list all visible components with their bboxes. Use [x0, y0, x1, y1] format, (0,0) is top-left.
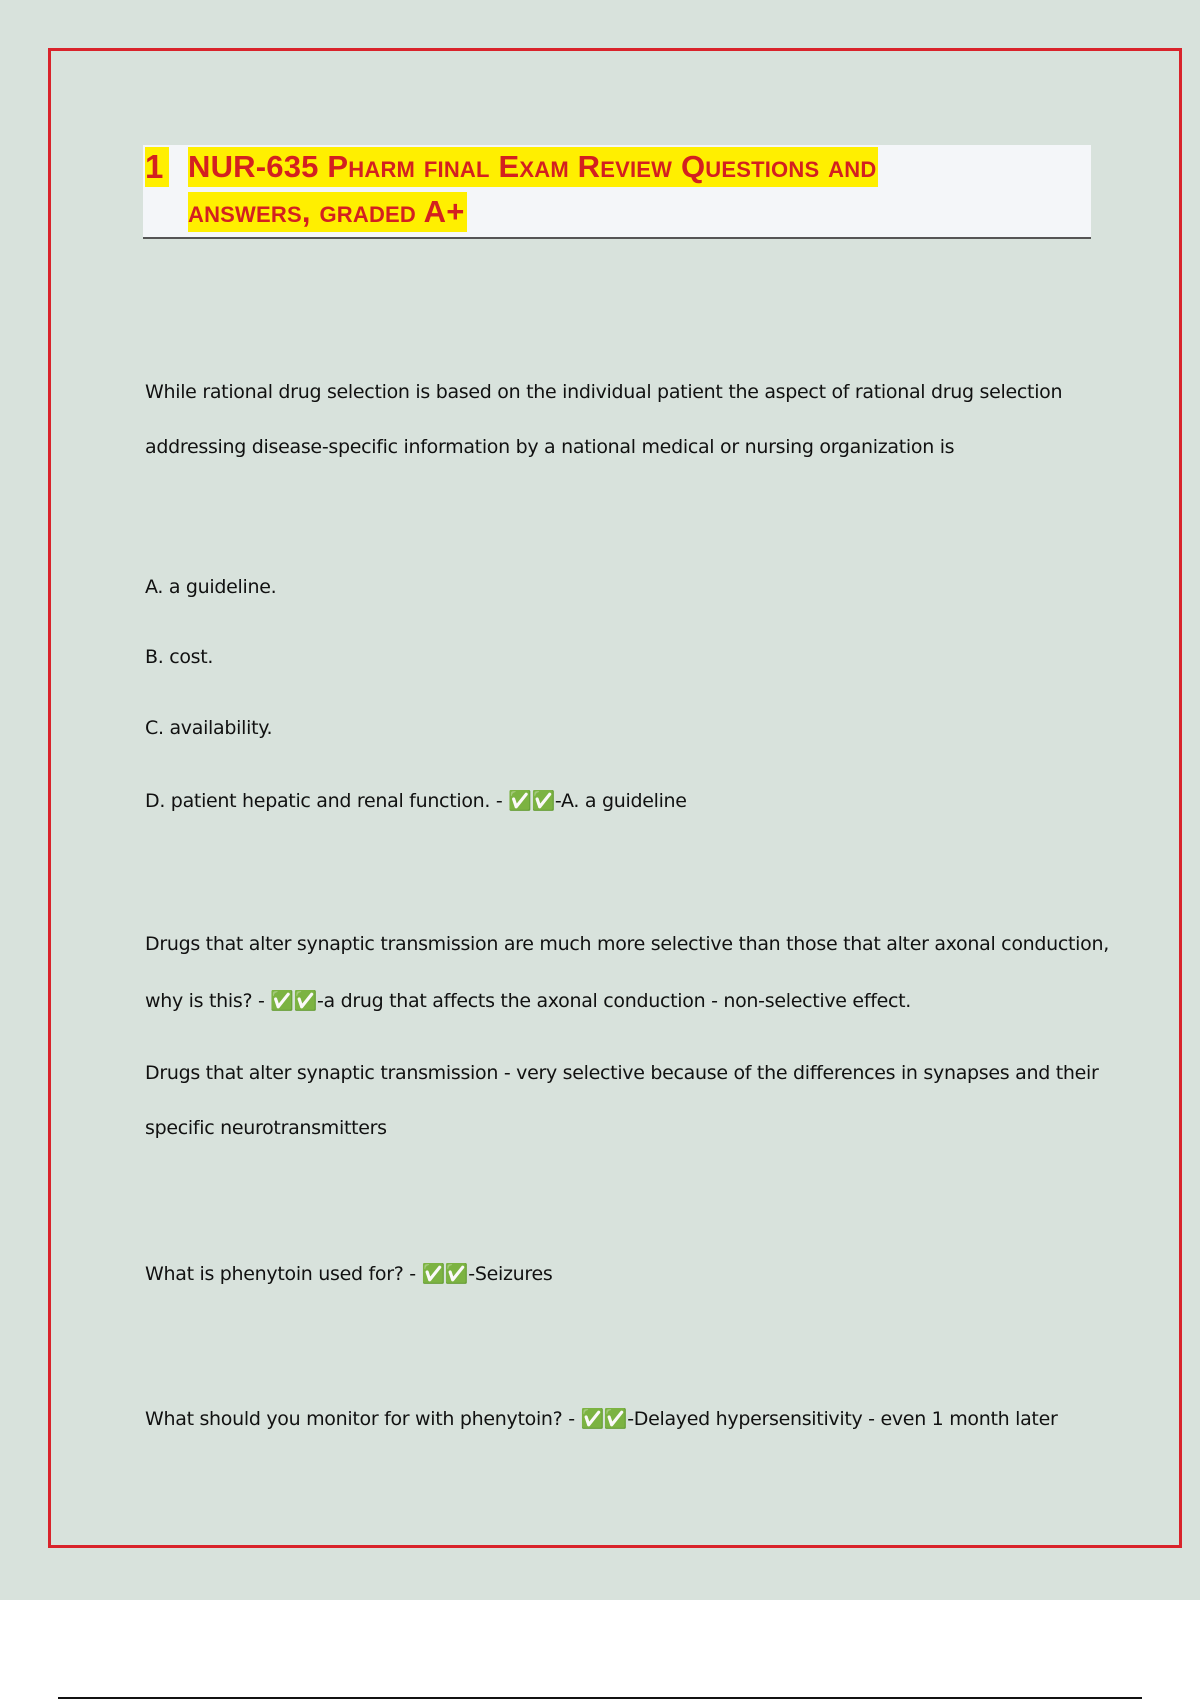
page-title-line-2: answers, graded A+ [188, 192, 467, 232]
question-1-line-2: addressing disease-specific information by a national medical or nursing organization is [145, 436, 955, 458]
option-c: C. availability. [145, 717, 273, 739]
option-d-with-answer [145, 789, 687, 812]
check-mark-icon: ✅✅ [508, 790, 555, 812]
answer-4: -Delayed hypersensitivity - even 1 month later [627, 1408, 1058, 1430]
answer-2-line-4: specific neurotransmitters [145, 1117, 387, 1139]
option-a: A. a guideline. [145, 576, 277, 598]
option-b: B. cost. [145, 646, 214, 668]
page-title-line-1: NUR-635 Pharm final Exam Review Questions and [188, 147, 878, 187]
check-mark-icon: ✅✅ [580, 1408, 628, 1430]
check-mark-icon: ✅✅ [270, 990, 317, 1012]
question-3-prefix: What is phenytoin used for? - [145, 1263, 422, 1285]
question-2-prefix: why is this? - [145, 990, 271, 1012]
question-1-line-1: While rational drug selection is based on the individual patient the aspect of rational drug selection [145, 381, 1063, 403]
check-mark-icon: ✅✅ [421, 1263, 469, 1285]
footer-rule [58, 1697, 1142, 1699]
question-4 [145, 1407, 1057, 1430]
question-2-line-1: Drugs that alter synaptic transmission are much more selective than those that alter axonal conduction, [145, 933, 1109, 955]
answer-3: -Seizures [468, 1263, 553, 1285]
question-3 [145, 1262, 552, 1285]
answer-2-line-3: Drugs that alter synaptic transmission - very selective because of the differences in synapses and their [145, 1062, 1099, 1084]
answer-2: -a drug that affects the axonal conduction - non-selective effect. [317, 990, 912, 1012]
question-2-line-2 [145, 989, 911, 1012]
answer-1: -A. a guideline [554, 790, 687, 812]
question-4-prefix: What should you monitor for with phenytoin? - [145, 1408, 581, 1430]
heading-number: 1 [145, 147, 169, 187]
option-d: D. patient hepatic and renal function. - [145, 790, 509, 812]
